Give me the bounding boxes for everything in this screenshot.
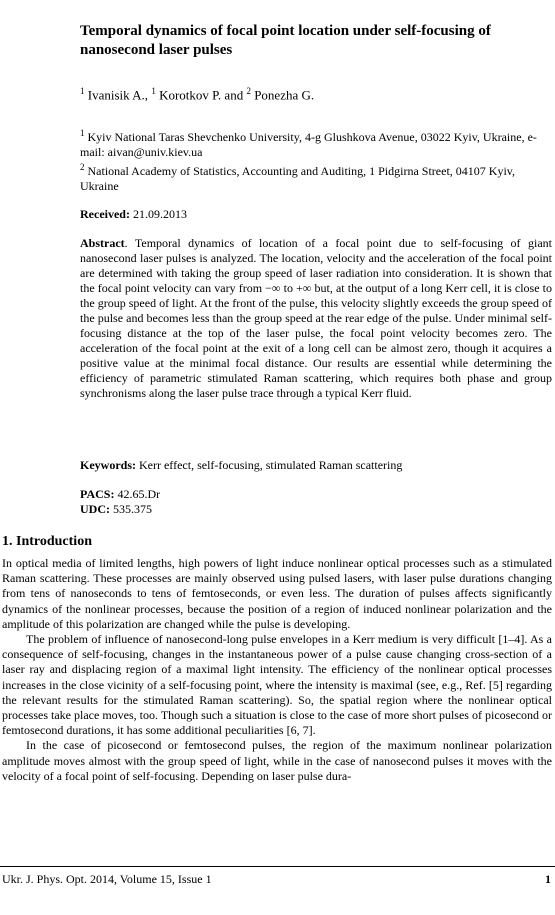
keywords-value: Kerr effect, self-focusing, stimulated Raman scattering [139, 458, 403, 472]
section-body [2, 556, 552, 784]
footer-divider [0, 866, 555, 867]
author-name: Korotkov P. and [159, 87, 244, 103]
paragraph: The problem of influence of nanosecond-long pulse envelopes in a Kerr medium is very difficult [1–4]. As a consequence of self-focusing, changes in the instantaneous power of a pulse cause changing cross-section of a laser ray and displacing region of a maximal light intensity. The efficiency of the nonlinear optical processes increases in the close vicinity of a self-focusing point, where the intensity is maximal (see, e.g., Ref. [5] regarding the relevant results for the stimulated Raman scattering). So, the spatial region where the nonlinear optical processes take place moves, too. Though such a situation is close to the case of more short pulses of picosecond or femtosecond durations, it has some additional peculiarities [6, 7]. [2, 632, 552, 738]
affiliation-sup: 2 [80, 162, 85, 172]
keywords [80, 458, 402, 473]
paper-title: Temporal dynamics of focal point location under self-focusing of nanosecond laser pulses [80, 23, 491, 58]
abstract-label: Abstract [80, 236, 125, 250]
author-affil-sup: 1 [151, 86, 156, 96]
udc-line [80, 502, 160, 517]
footer-journal: Ukr. J. Phys. Opt. 2014, Volume 15, Issue 1 [2, 872, 212, 886]
author-name: Ivanisik A., [87, 87, 149, 103]
author-list [80, 86, 314, 103]
received-label: Received: [80, 207, 130, 221]
page-number: 1 [545, 872, 551, 886]
abstract [80, 236, 552, 401]
received-value: 21.09.2013 [132, 207, 187, 221]
affiliation-text: National Academy of Statistics, Accounting and Auditing, 1 Pidgirna Street, 04107 Kyiv, Ukraine [80, 164, 515, 193]
affiliation [80, 126, 550, 160]
author-name: Ponezha G. [254, 87, 315, 103]
affiliation-sup: 1 [80, 128, 85, 138]
affiliation [80, 160, 550, 194]
author-affil-sup: 1 [80, 86, 85, 96]
received-date [80, 207, 187, 222]
udc-value: 535.375 [113, 502, 152, 516]
keywords-label: Keywords: [80, 458, 136, 472]
affiliation-text: Kyiv National Taras Shevchenko University, 4-g Glushkova Avenue, 03022 Kyiv, Ukraine, e-mail: aivan@univ.kiev.ua [80, 130, 537, 159]
paragraph: In optical media of limited lengths, high powers of light induce nonlinear optical processes such as a stimulated Raman scattering. These processes are mainly observed using pulsed lasers, with laser pulse durations changing from tens of nanoseconds to tens of femtoseconds, or even less. The duration of pulses affects significantly dynamics of the nonlinear processes, because the position of a region of induced nonlinear polarization and the amplitude of this polarization are changed while the pulse is developing. [2, 556, 552, 631]
author-affil-sup: 2 [246, 86, 251, 96]
paragraph: In the case of picosecond or femtosecond pulses, the region of the maximum nonlinear polarization amplitude moves almost with the group speed of light, while in the case of nanosecond pulses it moves with the velocity of a focal point of self-focusing. Depending on laser pulse dura- [2, 738, 552, 783]
classification [80, 487, 160, 517]
abstract-text: . Temporal dynamics of location of a focal point due to self-focusing of giant nanosecond laser pulses is analyzed. The location, velocity and the acceleration of the focal point are determined with taking the group speed of laser radiation into consideration. It is shown that the focal point velocity can vary from −∞ to +∞ but, at the output of a long Kerr cell, it is close to the group speed of light. At the front of the pulse, this velocity slightly exceeds the group speed of the pulse and becomes less than the group speed at the rear edge of the pulse. Under minimal self-focusing distance at the top of the laser pulse, the focal point velocity becomes zero. The acceleration of the focal point at the exit of a long cell can be almost zero, though it acquires a positive value at the minimal focal distance. Our results are essential while determining the efficiency of parametric stimulated Raman scattering, which requires both phase and group synchronisms along the laser pulse trace through a typical Kerr fluid. [80, 236, 552, 400]
pacs-label: PACS: [80, 487, 115, 501]
pacs-value: 42.65.Dr [117, 487, 161, 501]
udc-label: UDC: [80, 502, 110, 516]
pacs-line [80, 487, 160, 502]
section-heading: 1. Introduction [2, 534, 92, 549]
